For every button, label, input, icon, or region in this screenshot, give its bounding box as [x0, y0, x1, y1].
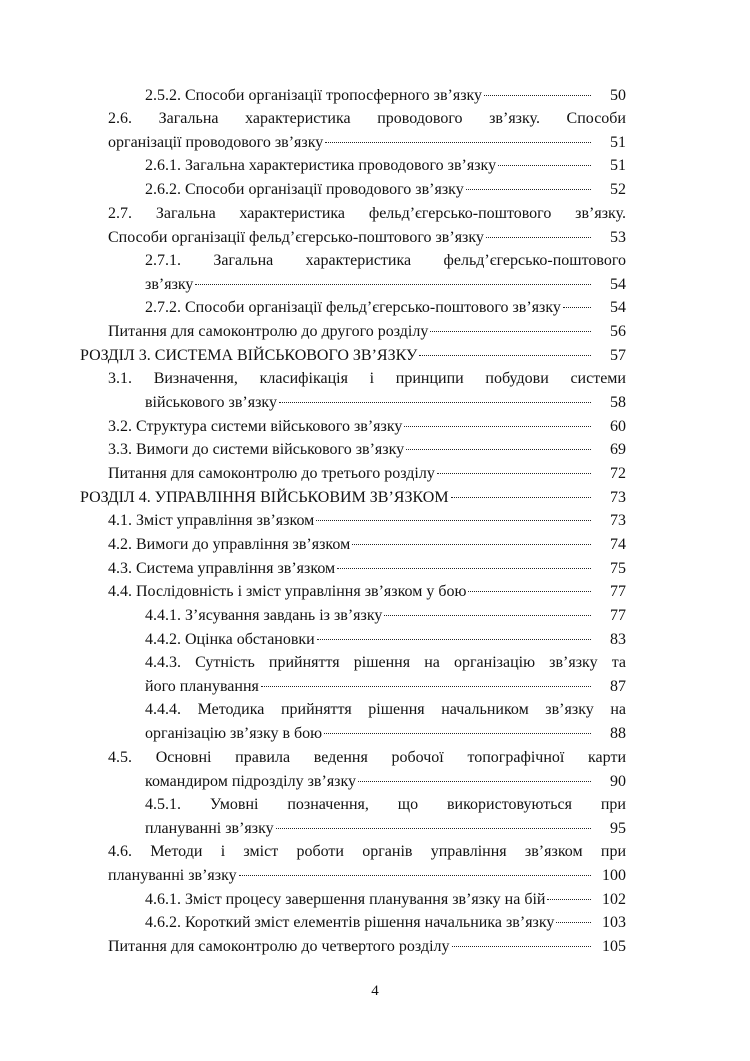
toc-entry-title: 4.1. Зміст управління зв’язком: [108, 512, 315, 529]
toc-entry-title: 3.2. Структура системи військового зв’язку: [108, 418, 403, 435]
dot-leader: [468, 591, 591, 592]
toc-entry: [145, 178, 626, 202]
toc-entry-title: плануванні зв’язку: [145, 819, 274, 837]
toc-entry: [108, 746, 626, 793]
toc-page-number: 73: [610, 512, 626, 529]
dot-leader: [195, 284, 591, 285]
page-number: 4: [371, 983, 379, 999]
toc-entry: [108, 462, 626, 486]
toc-page-number: 54: [610, 275, 626, 293]
toc-entry: [145, 296, 626, 320]
dot-leader: [419, 355, 591, 356]
toc-entry: [108, 320, 626, 344]
toc-entry: [145, 604, 626, 628]
toc-entry-title: організацію зв’язку в бою: [145, 724, 323, 742]
toc-entry-title-line1: 2.7. Загальна характеристика фельд’єгерсько-поштового зв’язку.: [108, 205, 626, 222]
dot-leader: [430, 331, 591, 332]
toc-entry-title-line1: 3.1. Визначення, класифікація і принципи побудови системи: [108, 370, 626, 387]
toc-page-number: 74: [610, 536, 626, 553]
toc-entry: [145, 628, 626, 652]
toc-page-number: 100: [602, 866, 626, 884]
toc-page-number: 77: [610, 583, 626, 600]
toc-page-number: 69: [610, 441, 626, 458]
toc-entry-title: 4.6.1. Зміст процесу завершення планування зв’язку на бій: [145, 891, 546, 908]
toc-entry: [108, 840, 626, 887]
toc-page-number: 51: [610, 157, 626, 174]
toc-entry: [108, 367, 626, 414]
toc-entry-title: Питання для самоконтролю до другого розділу: [108, 323, 429, 340]
toc-entry-title: Способи організації фельд’єгерсько-поштового зв’язку: [108, 228, 484, 246]
toc-entry: [108, 107, 626, 154]
toc-entry-title: військового зв’язку: [145, 393, 277, 411]
dot-leader: [452, 946, 591, 947]
toc-entry-title: 2.5.2. Способи організації тропосферного зв’язку: [145, 87, 483, 104]
dot-leader: [486, 237, 591, 238]
toc-entry: [108, 509, 626, 533]
dot-leader: [276, 828, 591, 829]
toc-page-number: 51: [610, 133, 626, 151]
dot-leader: [437, 473, 591, 474]
toc-entry-title: РОЗДІЛ 4. УПРАВЛІННЯ ВІЙСЬКОВИМ ЗВ’ЯЗКОМ: [80, 489, 449, 506]
toc-page-number: 88: [610, 724, 626, 742]
toc-page-number: 95: [610, 819, 626, 837]
toc-entry-title-line1: 4.4.3. Сутність прийняття рішення на організацію зв’язку та: [145, 654, 626, 671]
toc-entry-title: 4.6.2. Короткий зміст елементів рішення начальника зв’язку: [145, 914, 555, 931]
dot-leader: [466, 189, 591, 190]
toc-page-number: 53: [610, 228, 626, 246]
toc-entry: [145, 84, 626, 108]
toc-entry-title: РОЗДІЛ 3. СИСТЕМА ВІЙСЬКОВОГО ЗВ’ЯЗКУ: [80, 347, 418, 364]
toc-page-number: 83: [610, 631, 626, 648]
toc-page-number: 58: [610, 393, 626, 411]
toc-entry: [145, 698, 626, 745]
toc-entry: [80, 486, 626, 510]
toc-entry-title: його планування: [145, 677, 259, 695]
toc-page-number: 56: [610, 323, 626, 340]
toc-page-number: 75: [610, 560, 626, 577]
toc-entry-title: організації проводового зв’язку: [108, 133, 324, 151]
toc-entry: [108, 202, 626, 249]
toc-entry-title-line1: 2.7.1. Загальна характеристика фельд’єгерсько-поштового: [145, 252, 626, 269]
dot-leader: [325, 142, 591, 143]
toc-entry-title-line1: 4.6. Методи і зміст роботи органів управління зв’язком при: [108, 843, 626, 860]
toc-entry-title: 2.6.2. Способи організації проводового зв’язку: [145, 181, 464, 198]
dot-leader: [352, 544, 591, 545]
toc-entry-title: зв’язку: [145, 275, 194, 293]
toc-entry: [145, 911, 626, 935]
toc-entry: [145, 888, 626, 912]
dot-leader: [261, 686, 591, 687]
toc-entry: [108, 533, 626, 557]
toc-page-number: 50: [610, 87, 626, 104]
dot-leader: [556, 922, 591, 923]
toc-page-number: 57: [610, 347, 626, 364]
dot-leader: [547, 899, 591, 900]
dot-leader: [316, 520, 591, 521]
toc-entry: [145, 154, 626, 178]
toc-entry-title: 4.4.2. Оцінка обстановки: [145, 631, 315, 648]
dot-leader: [563, 307, 591, 308]
dot-leader: [406, 449, 591, 450]
toc-page-number: 54: [610, 299, 626, 316]
toc-entry: [108, 935, 626, 959]
toc-entry: [80, 344, 626, 368]
toc-entry-title-line1: 4.5.1. Умовні позначення, що використовуються при: [145, 796, 626, 813]
toc-entry: [145, 651, 626, 698]
dot-leader: [239, 875, 591, 876]
toc-entry-title: 2.6.1. Загальна характеристика проводового зв’язку: [145, 157, 497, 174]
toc-entry: [108, 438, 626, 462]
toc-entry: [108, 580, 626, 604]
toc-page-number: 52: [610, 181, 626, 198]
toc-page-number: 60: [610, 418, 626, 435]
dot-leader: [451, 497, 591, 498]
toc-entry: [145, 793, 626, 840]
dot-leader: [337, 568, 591, 569]
dot-leader: [279, 402, 591, 403]
toc-entry-title: 4.4. Послідовність і зміст управління зв’язком у бою: [108, 583, 467, 600]
toc-page-number: 105: [602, 938, 626, 955]
toc-page-number: 103: [602, 914, 626, 931]
toc-entry-title-line1: 4.5. Основні правила ведення робочої топографічної карти: [108, 749, 626, 766]
dot-leader: [358, 781, 591, 782]
toc-page-number: 77: [610, 607, 626, 624]
dot-leader: [404, 426, 591, 427]
toc-entry: [108, 557, 626, 581]
toc-entry-title: плануванні зв’язку: [108, 866, 237, 884]
dot-leader: [384, 615, 591, 616]
toc-entry-title: Питання для самоконтролю до четвертого розділу: [108, 938, 450, 955]
toc-page-number: 72: [610, 465, 626, 482]
toc-entry-title: 4.4.1. З’ясування завдань із зв’язку: [145, 607, 383, 624]
toc-page-number: 90: [610, 772, 626, 790]
toc-entry-title: командиром підрозділу зв’язку: [145, 772, 357, 790]
toc-entry-title: 4.3. Система управління зв’язком: [108, 560, 336, 577]
dot-leader: [498, 165, 591, 166]
toc-entry: [108, 415, 626, 439]
toc-entry-title: 4.2. Вимоги до управління зв’язком: [108, 536, 351, 553]
toc-entry-title-line1: 2.6. Загальна характеристика проводового зв’язку. Способи: [108, 110, 626, 127]
toc-page-number: 87: [610, 677, 626, 695]
toc-entry-title: 2.7.2. Способи організації фельд’єгерсько-поштового зв’язку: [145, 299, 561, 316]
toc-entry-title-line1: 4.4.4. Методика прийняття рішення начальником зв’язку на: [145, 701, 626, 718]
toc-entry-title: Питання для самоконтролю до третього розділу: [108, 465, 435, 482]
toc-page-number: 102: [602, 891, 626, 908]
toc-page-number: 73: [610, 489, 626, 506]
dot-leader: [317, 639, 591, 640]
toc-entry-title: 3.3. Вимоги до системи військового зв’язку: [108, 441, 405, 458]
toc-entry: [145, 249, 626, 296]
dot-leader: [324, 733, 591, 734]
dot-leader: [484, 95, 591, 96]
